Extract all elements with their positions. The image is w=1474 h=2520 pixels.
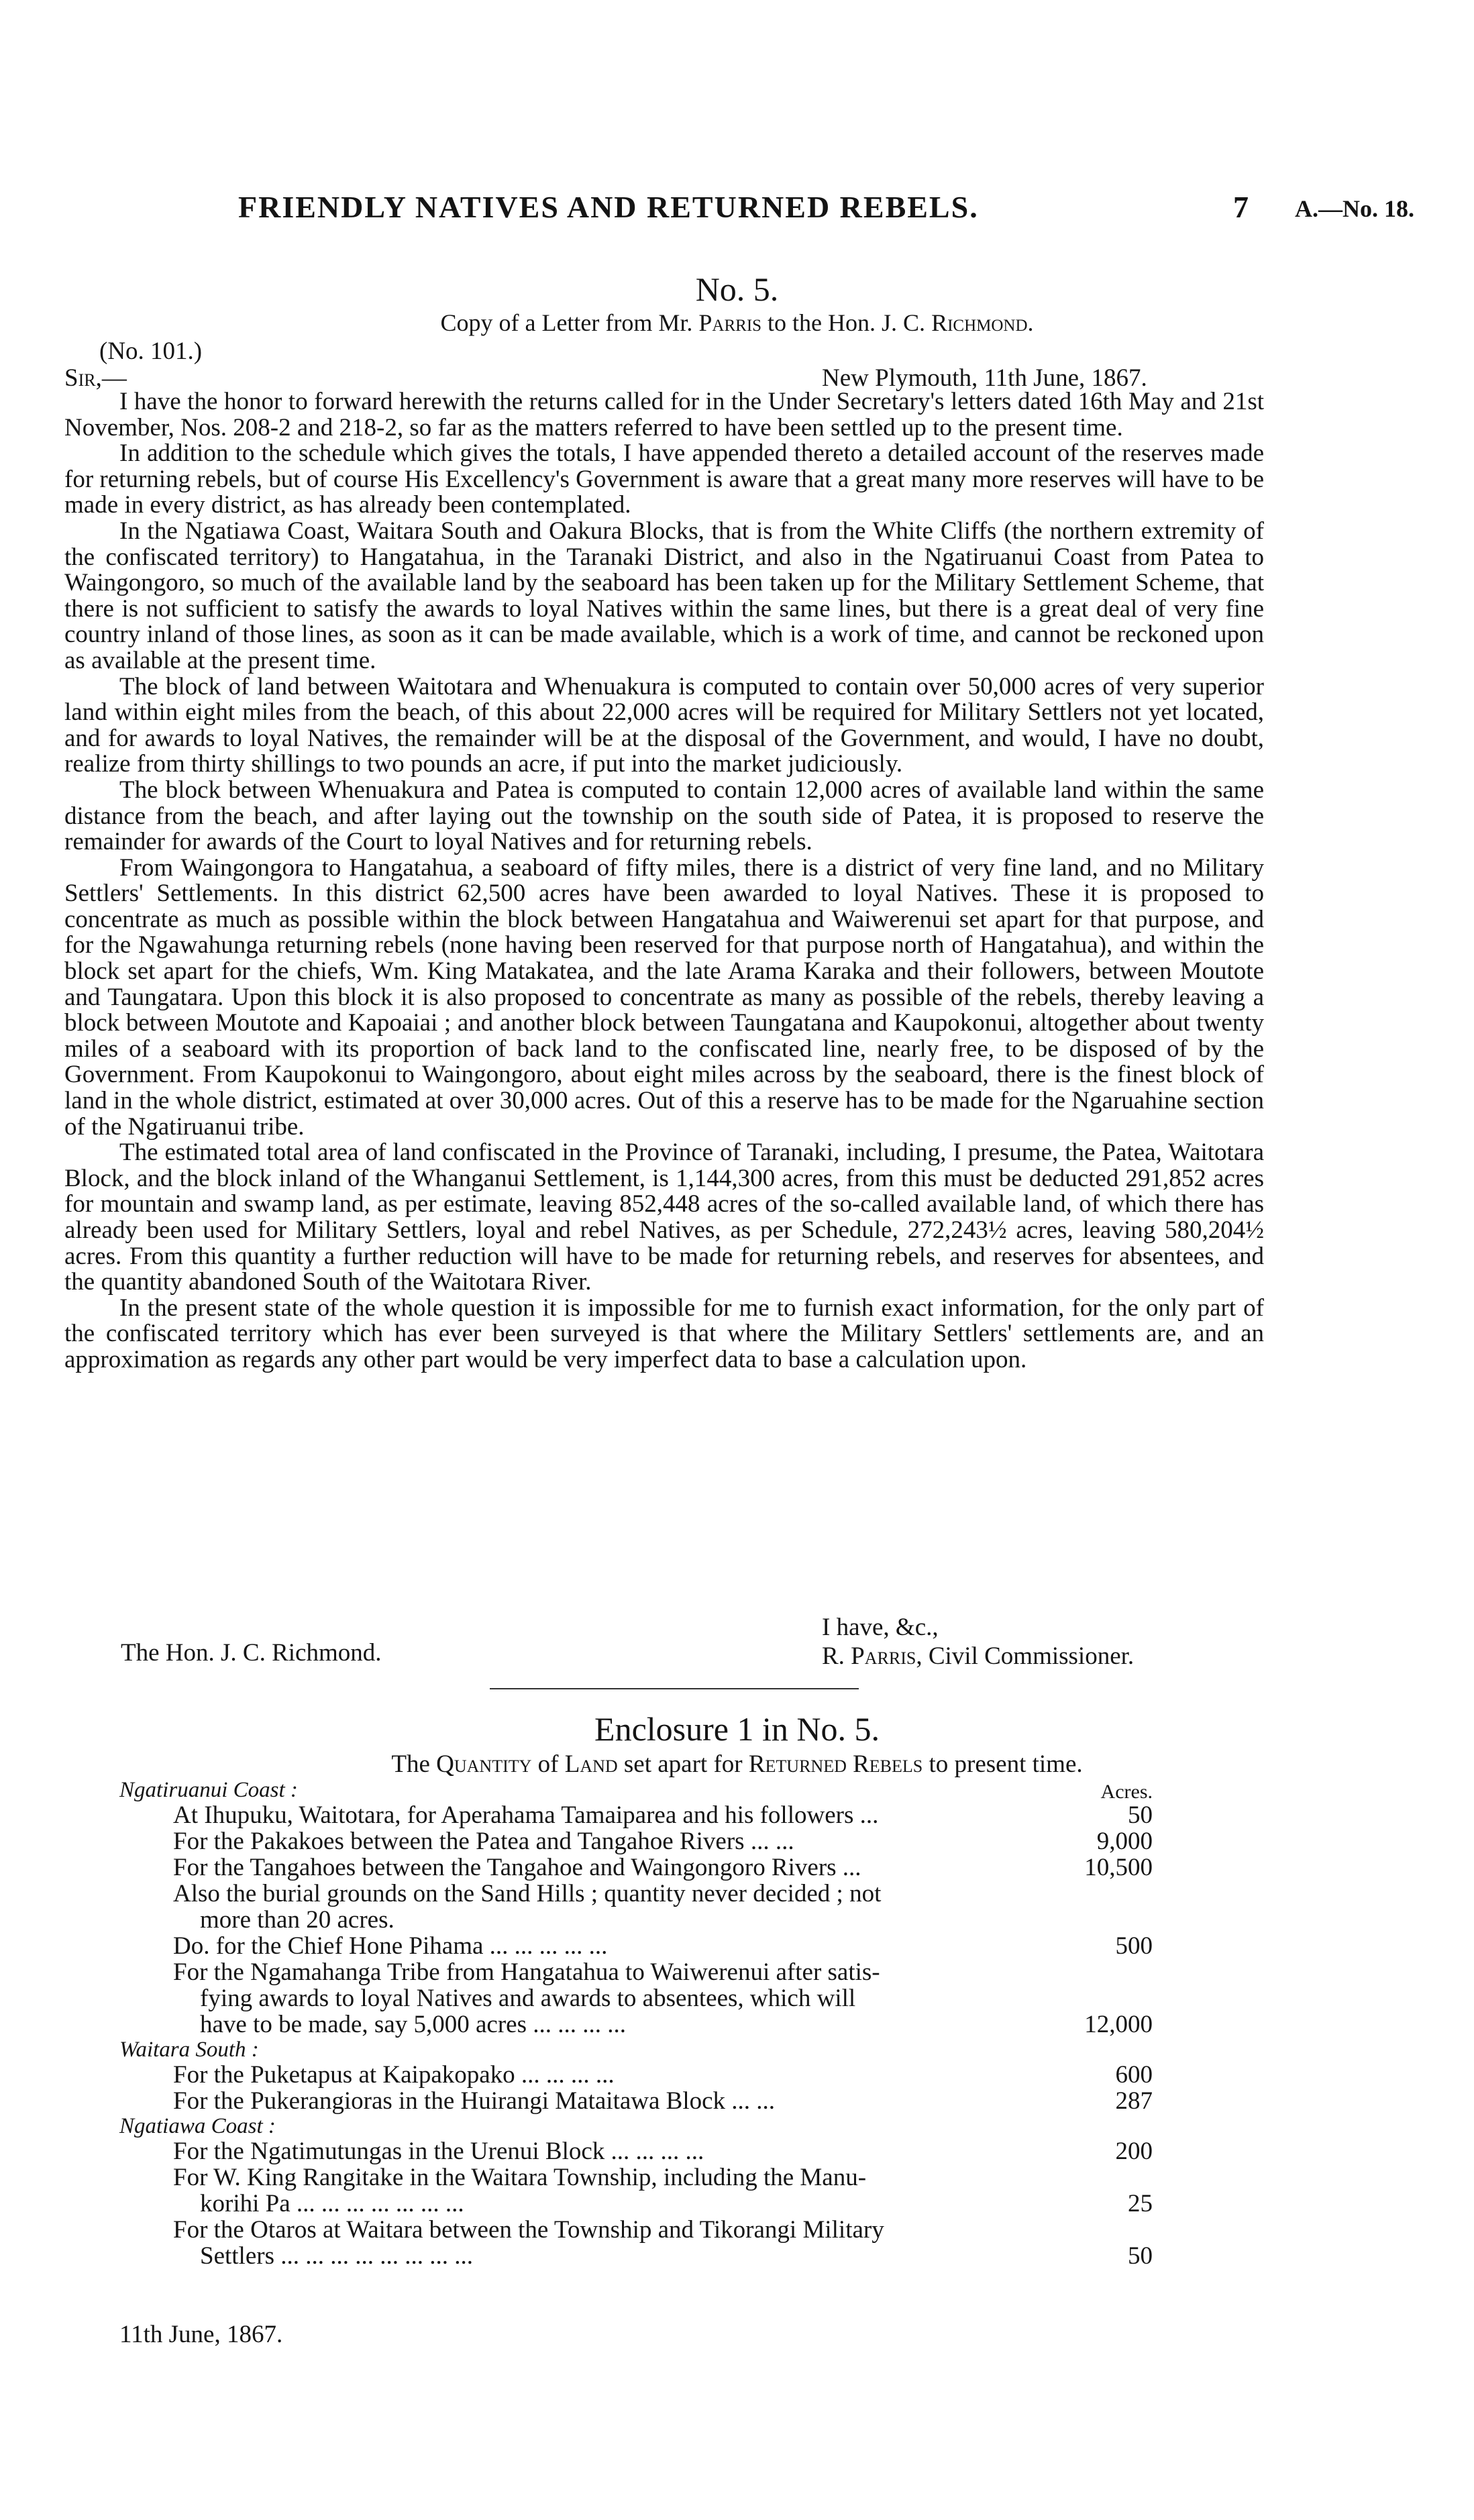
signature-name: R. Parris, <box>822 1642 923 1670</box>
salutation: Sir,— <box>64 364 127 392</box>
row-acres: 10,500 <box>1084 1854 1153 1881</box>
letter-description <box>0 309 1474 337</box>
row-description: At Ihupuku, Waitotara, for Aperahama Tamaiparea and his followers ... <box>173 1801 879 1829</box>
copy-line-prefix: Copy of a Letter from Mr. <box>440 309 693 336</box>
row-description: Settlers ... ... ... ... ... ... ... ... <box>200 2242 473 2270</box>
table-row <box>119 2088 1153 2114</box>
row-description: For the Pukerangioras in the Huirangi Mataitawa Block ... ... <box>173 2087 776 2115</box>
row-description: Also the burial grounds on the Sand Hills ; quantity never decided ; not <box>173 1880 882 1907</box>
row-acres: 9,000 <box>1096 1828 1153 1855</box>
row-description: more than 20 acres. <box>200 1906 394 1934</box>
row-description: For the Ngamahanga Tribe from Hangatahua to Waiwerenui after satis- <box>173 1958 880 1986</box>
table-row <box>119 1881 1153 1907</box>
row-description: Do. for the Chief Hone Pihama ... ... ... ... ... <box>173 1932 608 1960</box>
addressee: The Hon. J. C. Richmond. <box>121 1639 382 1667</box>
letter-body <box>64 389 1264 1373</box>
land-table <box>119 1778 1153 2269</box>
table-row <box>119 1828 1153 1854</box>
letter-ref-number: (No. 101.) <box>99 337 203 365</box>
subtitle-word: of <box>537 1750 559 1778</box>
table-row <box>119 1933 1153 1959</box>
subtitle-word: Quantity <box>436 1750 532 1778</box>
row-acres: 50 <box>1128 2242 1153 2270</box>
table-row <box>119 2243 1153 2269</box>
signature-title: Civil Commissioner. <box>928 1642 1135 1670</box>
table-row <box>119 1985 1153 2011</box>
row-description: For the Otaros at Waitara between the Township and Tikorangi Military <box>173 2216 884 2244</box>
table-row <box>119 2191 1153 2217</box>
paragraph: From Waingongora to Hangatahua, a seaboard of fifty miles, there is a district of very fine land, and no Military Settlers' Settlements. In this district 62,500 acres have been awarded to loyal Natives. These it is proposed to concentrate as much as possible within the block between Hangatahua and Waiwerenui set apart for that purpose, and for the Ngawahunga returning rebels (none having been reserved for that purpose north of Hangatahua), and within the block set apart for the chiefs, Wm. King Matakatea, and the late Arama Karaka and their followers, between Moutote and Taungatara. Upon this block it is also proposed to concentrate as many as possible of the rebels, thereby leaving a block between Moutote and Kapoaiai ; and another block between Taungatana and Kaupokonui, altogether about twenty miles of a seaboard with its proportion of back land to the confiscated line, nearly free, to be disposed of by the Government. From Kaupokonui to Waingongoro, about eight miles across by the seaboard, there is the finest block of land in the whole district, estimated at over 30,000 acres. Out of this a reserve has to be made for the Ngaruahine section of the Ngatiruanui tribe. <box>64 853 1264 1141</box>
running-title: FRIENDLY NATIVES AND RETURNED REBELS. <box>238 190 979 224</box>
subtitle-word: to present time. <box>929 1750 1083 1778</box>
subtitle-word: The <box>391 1750 430 1778</box>
signature-block <box>822 1614 1135 1671</box>
row-acres: 200 <box>1115 2138 1153 2165</box>
table-row <box>119 1907 1153 1933</box>
paragraph: In the Ngatiawa Coast, Waitara South and Oakura Blocks, that is from the White Cliffs (the northern extremity of the confiscated territory) to Hangatahua, in the Taranaki District, and also in the Ngatiruanui Coast from Patea to Waingongoro, so much of the available land by the seaboard has been taken up for the Military Settlement Scheme, that there is not sufficient to satisfy the awards to loyal Natives within the same lines, but there is a great deal of very fine country inland of those lines, as soon as it can be made available, which is a work of time, and cannot be reckoned upon as available at the present time. <box>64 517 1264 674</box>
paragraph: The block between Whenuakura and Patea is computed to contain 12,000 acres of available land within the same distance from the beach, and after laying out the township on the south side of Patea, it is proposed to reserve the remainder for awards of the Court to loyal Natives and for returning rebels. <box>64 776 1264 856</box>
place-date: New Plymouth, 11th June, 1867. <box>822 364 1147 392</box>
row-description: For W. King Rangitake in the Waitara Township, including the Manu- <box>173 2164 867 2191</box>
divider <box>490 1688 859 1689</box>
subtitle-word: set apart for <box>623 1750 743 1778</box>
table-row <box>119 2062 1153 2088</box>
paragraph: In addition to the schedule which gives the totals, I have appended thereto a detailed account of the reserves made for returning rebels, but of course His Excellency's Government is aware that a great many more reserves will have to be made in every district, as has already been contemplated. <box>64 439 1264 519</box>
row-description: For the Ngatimutungas in the Urenui Block ... ... ... ... <box>173 2138 704 2165</box>
copy-line-to: Richmond. <box>931 309 1034 336</box>
row-description: For the Puketapus at Kaipakopako ... ... ... ... <box>173 2061 615 2089</box>
row-acres: 50 <box>1128 1801 1153 1829</box>
copy-line-from: Parris <box>698 309 762 336</box>
letter-heading: No. 5. <box>695 270 779 308</box>
subtitle-word: Returned Rebels <box>748 1750 923 1778</box>
table-row <box>119 2138 1153 2164</box>
paper-reference: A.—No. 18. <box>1295 195 1414 222</box>
row-description: korihi Pa ... ... ... ... ... ... ... <box>200 2190 464 2217</box>
paragraph: The estimated total area of land confiscated in the Province of Taranaki, including, I presume, the Patea, Waitotara Block, and the block inland of the Whanganui Settlement, is 1,144,300 acres, from this must be deducted 291,852 acres for mountain and swamp land, as per estimate, leaving 852,448 acres of the so-called available land, of which there has already been used for Military Settlers, loyal and rebel Natives, as per Schedule, 272,243½ acres, leaving 580,204½ acres. From this quantity a further reduction will have to be made for returning rebels, and reserves for absentees, and the quantity abandoned South of the Waitotara River. <box>64 1139 1264 1296</box>
row-acres: 500 <box>1115 1932 1153 1960</box>
paragraph: In the present state of the whole question it is impossible for me to furnish exact information, for the only part of the confiscated territory which has ever been surveyed is that where the Military Settlers' settlements are, and an approximation as regards any other part would be very imperfect data to base a calculation upon. <box>64 1294 1264 1373</box>
unit-header: Acres. <box>1100 1781 1153 1803</box>
row-acres: 25 <box>1128 2190 1153 2217</box>
table-row <box>119 2011 1153 2038</box>
table-row <box>119 2217 1153 2243</box>
row-description: For the Pakakoes between the Patea and Tangahoe Rivers ... ... <box>173 1828 794 1855</box>
table-row <box>119 2164 1153 2191</box>
table-section-heading: Waitara South : <box>119 2038 259 2062</box>
row-description: have to be made, say 5,000 acres ... ... ... ... <box>200 2011 626 2038</box>
table-row <box>119 1802 1153 1828</box>
copy-line-mid: to the Hon. J. C. <box>768 309 926 336</box>
row-acres: 600 <box>1115 2061 1153 2089</box>
paragraph: The block of land between Waitotara and Whenuakura is computed to contain over 50,000 acres of very superior land within eight miles from the beach, of this about 22,000 acres will be required for Military Settlers not yet located, and for awards to loyal Natives, the remainder will be at the disposal of the Government, and would, I have no doubt, realize from thirty shillings to two pounds an acre, if put into the market judiciously. <box>64 672 1264 778</box>
table-row <box>119 1959 1153 1985</box>
closing: I have, &c., <box>822 1614 939 1641</box>
table-date: 11th June, 1867. <box>119 2321 283 2348</box>
table-section-heading: Ngatiawa Coast : <box>119 2114 276 2138</box>
table-row <box>119 1854 1153 1881</box>
row-description: For the Tangahoes between the Tangahoe and Waingongoro Rivers ... <box>173 1854 861 1881</box>
row-acres: 287 <box>1115 2087 1153 2115</box>
table-section-heading: Ngatiruanui Coast : <box>119 1778 298 1802</box>
row-description: fying awards to loyal Natives and awards to absentees, which will <box>200 1985 856 2012</box>
page-number: 7 <box>1233 190 1249 224</box>
row-acres: 12,000 <box>1084 2011 1153 2038</box>
enclosure-heading: Enclosure 1 in No. 5. <box>594 1710 880 1748</box>
enclosure-subtitle <box>0 1750 1474 1779</box>
paragraph: I have the honor to forward herewith the returns called for in the Under Secretary's letters dated 16th May and 21st November, Nos. 208-2 and 218-2, so far as the matters referred to have been settled up to the present time. <box>64 388 1264 441</box>
subtitle-word: Land <box>564 1750 618 1778</box>
